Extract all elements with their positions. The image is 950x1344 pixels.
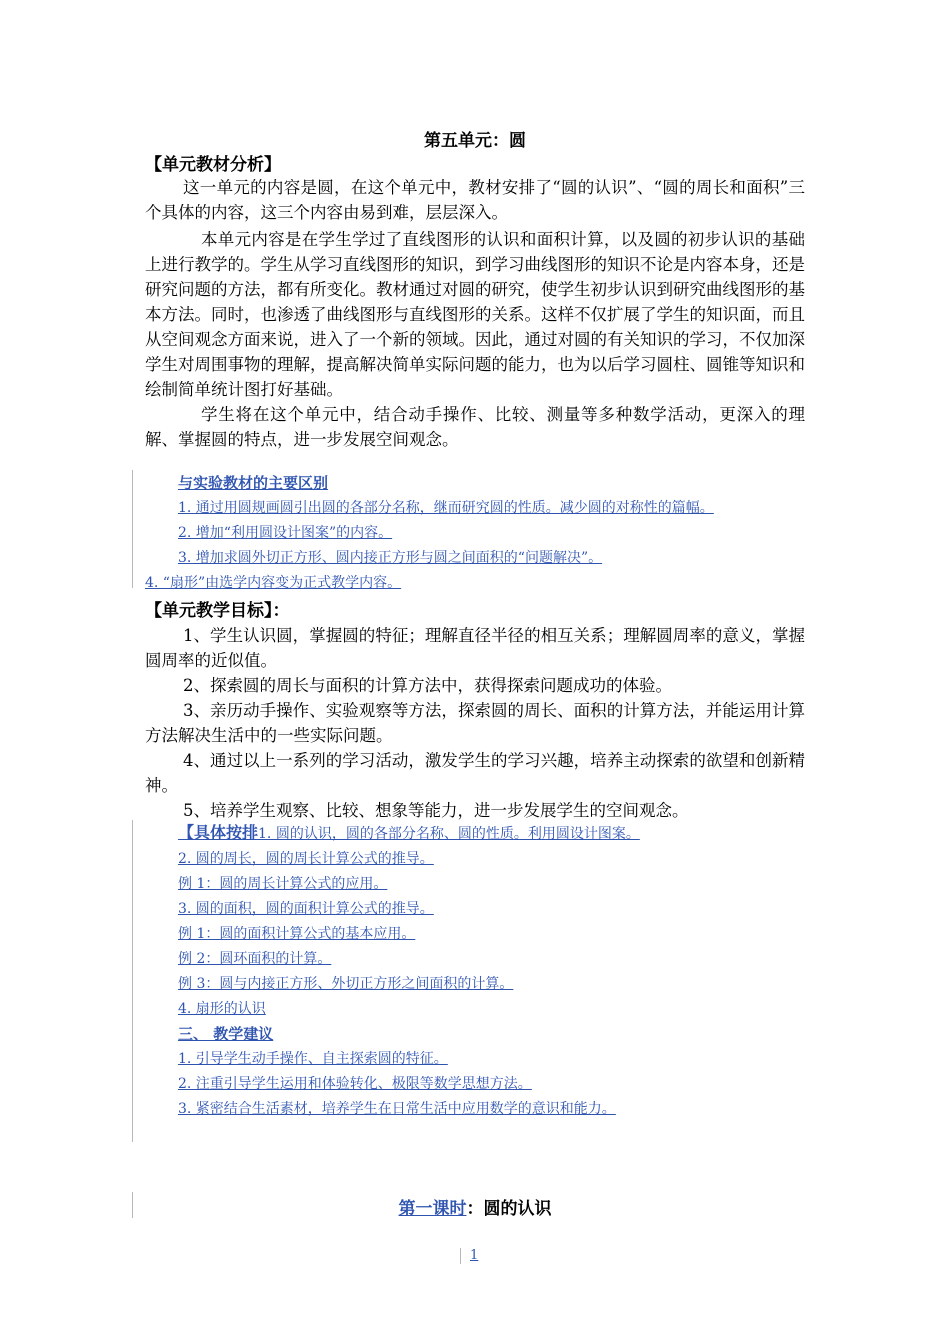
suggestion-item[interactable]: 2. 注重引导学生运用和体验转化、极限等数学思想方法。 [178,1076,532,1092]
analysis-paragraph-3: 学生将在这个单元中，结合动手操作、比较、测量等多种数学活动，更深入的理解、掌握圆的特点，进一步发展空间观念。 [145,405,805,449]
lesson-title-text: ：圆的认识 [466,1199,552,1219]
goal-item: 4、通过以上一系列的学习活动，激发学生的学习兴趣，培养主动探索的欲望和创新精神。 [145,751,805,795]
diff-item[interactable]: 2. 增加“利用圆设计图案”的内容。 [178,525,393,541]
analysis-section [145,150,805,452]
arrangement-item[interactable]: 1. 圆的认识，圆的各部分名称、圆的性质。利用圆设计图案。 [258,826,640,842]
diff-section [178,471,818,571]
page-title: 第五单元：圆 [424,131,526,151]
arrangement-item[interactable]: 4. 扇形的认识 [178,1001,266,1017]
analysis-heading: 【单元教材分析】 [145,155,281,175]
analysis-paragraph-1: 这一单元的内容是圆，在这个单元中，教材安排了“圆的认识”、“圆的周长和面积”三个具体的内容，这三个内容由易到难，层层深入。 [145,178,805,222]
arrangement-item[interactable]: 例 3：圆与内接正方形、外切正方形之间面积的计算。 [178,976,514,992]
page-number: 1 [470,1248,479,1263]
goal-item: 3、亲历动手操作、实验观察等方法，探索圆的周长、面积的计算方法，并能运用计算方法解决生活中的一些实际问题。 [145,701,805,745]
goal-item: 5、培养学生观察、比较、想象等能力，进一步发展学生的空间观念。 [183,801,689,820]
arrangement-heading[interactable]: 【具体按排 [178,823,259,842]
arrangement-section [178,820,818,1122]
arrangement-first-line [178,820,818,847]
diff-heading[interactable]: 与实验教材的主要区别 [178,474,329,492]
suggestions-heading[interactable]: 三、 教学建议 [178,1025,274,1043]
goal-item: 2、探索圆的周长与面积的计算方法中，获得探索问题成功的体验。 [183,676,672,695]
analysis-paragraph-2: 本单元内容是在学生学过了直线图形的认识和面积计算，以及圆的初步认识的基础上进行教学的。学生从学习直线图形的知识，到学习曲线图形的知识不论是内容本身，还是研究问题的方法，都有所变化。教材通过对圆的研究，使学生初步认识到研究曲线图形的基本方法。同时，也渗透了曲线图形与直线图形的关系。这样不仅扩展了学生的知识面，而且从空间观念方面来说，进入了一个新的领域。因此，通过对圆的有关知识的学习，不仅加深学生对周围事物的理解，提高解决简单实际问题的能力，也为以后学习圆柱、圆锥等知识和绘制简单统计图打好基础。 [145,230,805,399]
suggestion-item[interactable]: 1. 引导学生动手操作、自主探索圆的特征。 [178,1051,448,1067]
diff-item[interactable]: 3. 增加求圆外切正方形、圆内接正方形与圆之间面积的“问题解决”。 [178,550,603,566]
diff-item[interactable]: 1. 通过用圆规画圆引出圆的各部分名称，继而研究圆的性质。减少圆的对称性的篇幅。 [178,500,714,516]
arrangement-item[interactable]: 例 1：圆的周长计算公式的应用。 [178,876,388,892]
arrangement-item[interactable]: 2. 圆的周长，圆的周长计算公式的推导。 [178,851,434,867]
arrangement-item[interactable]: 例 1：圆的面积计算公式的基本应用。 [178,926,416,942]
arrangement-item[interactable]: 3. 圆的面积，圆的面积计算公式的推导。 [178,901,434,917]
lesson-link[interactable]: 第一课时 [398,1199,467,1219]
lesson-title [0,1194,950,1219]
suggestion-item[interactable]: 3. 紧密结合生活素材，培养学生在日常生活中应用数学的意识和能力。 [178,1101,616,1117]
diff-item[interactable]: 4. “扇形”由选学内容变为正式教学内容。 [145,575,402,591]
goals-section [145,596,805,823]
arrangement-item[interactable]: 例 2：圆环面积的计算。 [178,951,332,967]
goal-item: 1、学生认识圆，掌握圆的特征；理解直径半径的相互关系；理解圆周率的意义，掌握圆周率的近似值。 [145,626,805,670]
goals-heading: 【单元教学目标】： [145,601,290,621]
change-bar [132,820,133,1142]
page-number-bar [460,1248,461,1264]
change-bar [132,470,133,588]
